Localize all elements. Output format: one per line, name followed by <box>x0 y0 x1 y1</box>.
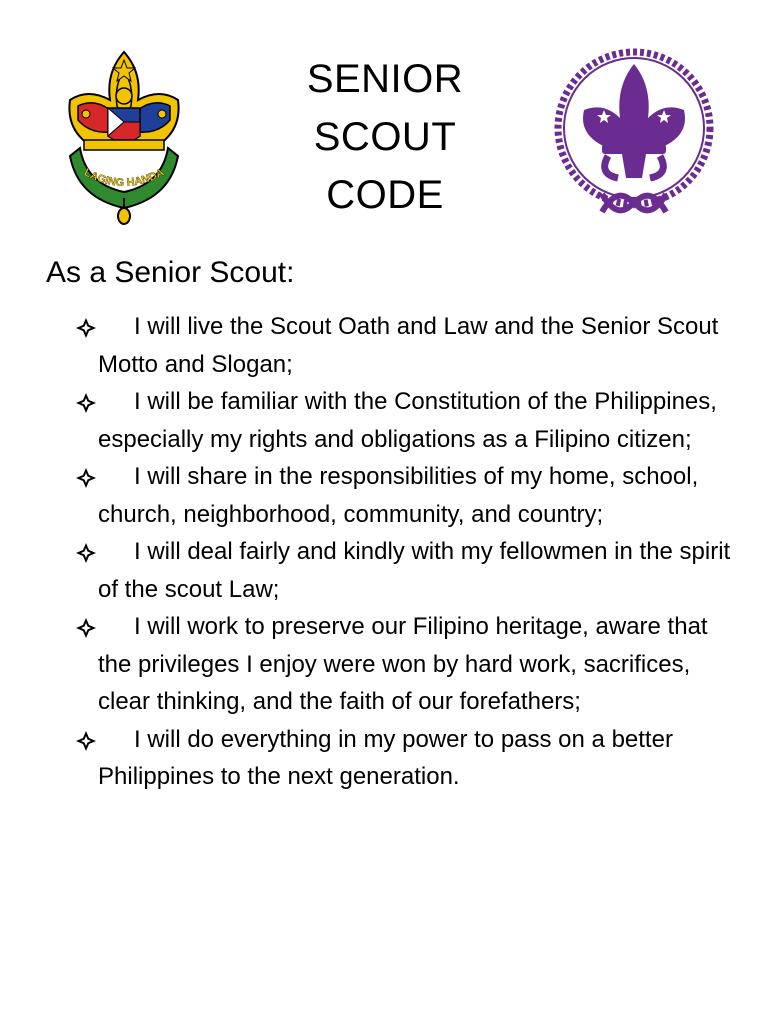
bsp-emblem-icon <box>64 48 184 226</box>
code-item-text: I will share in the responsibilities of my home, school, church, neighborhood, community, and country; <box>98 463 699 528</box>
diamond-bullet-icon <box>76 318 96 338</box>
page-title <box>230 50 540 224</box>
diamond-bullet-icon <box>76 468 96 488</box>
list-item <box>70 608 742 721</box>
code-item-text: I will do everything in my power to pass on a better Philippines to the next generation. <box>98 725 673 790</box>
diamond-bullet-icon <box>76 543 96 563</box>
list-item <box>70 533 742 608</box>
intro-heading: As a Senior Scout: <box>46 256 295 289</box>
diamond-bullet-icon <box>76 393 96 413</box>
list-item <box>70 308 742 383</box>
code-item-text: I will work to preserve our Filipino heritage, aware that the privileges I enjoy were won by hard work, sacrifices, clear thinking, and the faith of our forefathers; <box>98 613 708 715</box>
diamond-bullet-icon <box>76 731 96 751</box>
title-line-1: SENIOR SCOUT <box>306 57 464 159</box>
world-scout-emblem-icon <box>548 44 720 224</box>
senior-scout-code-list <box>70 308 742 796</box>
code-item-text: I will live the Scout Oath and Law and the Senior Scout Motto and Slogan; <box>98 313 719 378</box>
code-item-text: I will deal fairly and kindly with my fellowmen in the spirit of the scout Law; <box>98 538 731 603</box>
list-item <box>70 721 742 796</box>
bsp-motto-text: LAGING HANDA <box>81 166 167 190</box>
title-line-2: CODE <box>326 173 444 217</box>
list-item <box>70 383 742 458</box>
list-item <box>70 458 742 533</box>
diamond-bullet-icon <box>76 618 96 638</box>
code-item-text: I will be familiar with the Constitution of the Philippines, especially my rights and obligations as a Filipino citizen; <box>98 388 717 453</box>
